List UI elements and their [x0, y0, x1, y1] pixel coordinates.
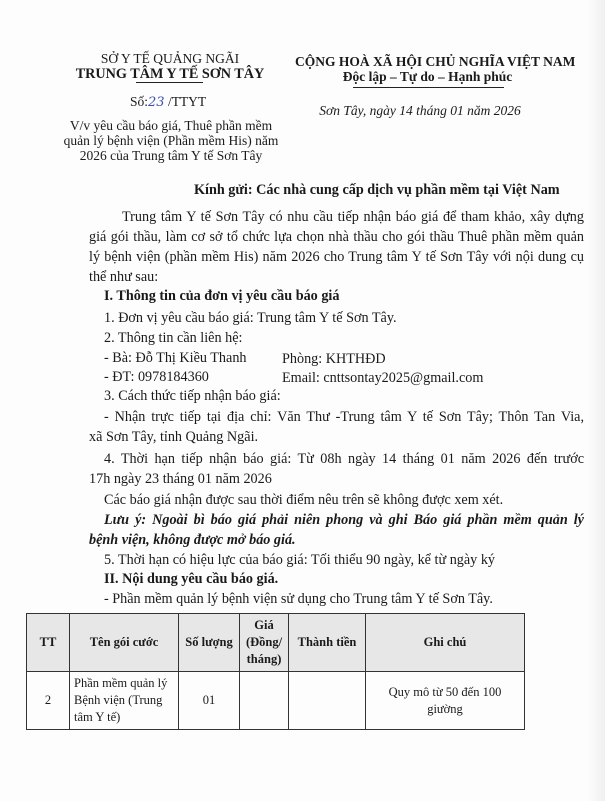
- contact-name: - Bà: Đỗ Thị Kiều Thanh: [104, 350, 247, 366]
- table-header-row: [27, 614, 525, 672]
- header-price-line-1: Giá: [254, 618, 274, 632]
- section-1-item-4-line-1: 4. Thời hạn tiếp nhận báo giá: Từ 08h ngày 14 tháng 01 năm 2026 đến trước: [104, 451, 584, 467]
- doc-number-prefix: Số:: [130, 94, 149, 109]
- cell-tt: 2: [27, 672, 70, 730]
- header-price-line-2: (Đồng/: [245, 635, 283, 649]
- national-motto: Độc lập – Tự do – Hạnh phúc: [342, 69, 513, 84]
- organization-name: TRUNG TÂM Y TẾ SƠN TÂY: [75, 66, 265, 82]
- intro-line-3: lý bệnh viện (phần mềm His) năm 2026 cho Trung tâm Y tế Sơn Tây với nội dung cụ: [89, 249, 584, 265]
- organization-underline: [136, 82, 203, 83]
- page-edge-shadow: [587, 0, 605, 801]
- table-row: [27, 672, 525, 730]
- doc-number-handwritten: 23: [148, 95, 165, 110]
- document-number: [130, 94, 206, 111]
- doc-number-suffix: /TTYT: [167, 94, 207, 109]
- header-tt: TT: [27, 614, 70, 672]
- subject-line-1: V/v yêu cầu báo giá, Thuê phần mềm: [69, 118, 273, 133]
- section-1-item-1: 1. Đơn vị yêu cầu báo giá: Trung tâm Y tế Sơn Tây.: [104, 310, 397, 326]
- header-quantity: Số lượng: [179, 614, 240, 672]
- intro-line-4: thể như sau:: [89, 269, 159, 285]
- note-line-2: bệnh viện, không được mở báo giá.: [89, 532, 296, 548]
- package-name-line-1: Phần mềm quản lý: [74, 676, 168, 690]
- item-3-detail-line-1: - Nhận trực tiếp tại địa chỉ: Văn Thư -Trung tâm Y tế Sơn Tây; Thôn Tan Via,: [104, 409, 584, 425]
- cell-quantity: 01: [179, 672, 240, 730]
- intro-line-2: giá gói thầu, làm cơ sở tổ chức lựa chọn nhà thầu cho gói thầu Thuê phần mềm quản: [89, 229, 584, 245]
- cell-price: [240, 672, 289, 730]
- section-1-item-3: 3. Cách thức tiếp nhận báo giá:: [104, 388, 281, 404]
- note-line-b: giường: [427, 701, 463, 716]
- subject-line-3: 2026 của Trung tâm Y tế Sơn Tây: [79, 148, 263, 163]
- place-date: Sơn Tây, ngày 14 tháng 01 năm 2026: [319, 103, 521, 118]
- header-note: Ghi chú: [366, 614, 525, 672]
- note-line-a: Quy mô từ 50 đến 100: [388, 684, 502, 699]
- section-1-item-5: 5. Thời hạn có hiệu lực của báo giá: Tối thiểu 90 ngày, kể từ ngày ký: [104, 552, 496, 568]
- section-1-item-4-line-2: 17h ngày 23 tháng 01 năm 2026: [89, 471, 272, 487]
- section-2-title: II. Nội dung yêu cầu báo giá.: [104, 571, 279, 587]
- section-1-item-2: 2. Thông tin cần liên hệ:: [104, 330, 243, 346]
- header-price-line-3: tháng): [246, 652, 282, 666]
- subject-line-2: quản lý bệnh viện (Phần mềm His) năm: [63, 133, 279, 148]
- header-price: [240, 614, 289, 672]
- cell-total: [289, 672, 366, 730]
- note-line-1: Lưu ý: Ngoài bì báo giá phải niên phong và ghi Báo giá phần mềm quản lý: [104, 512, 584, 528]
- intro-line-1: Trung tâm Y tế Sơn Tây có nhu cầu tiếp nhận báo giá để tham khảo, xây dựng: [122, 209, 584, 225]
- contact-email: Email: cnttsontay2025@gmail.com: [282, 370, 484, 386]
- country-name: CỘNG HOÀ XÃ HỘI CHỦ NGHĨA VIỆT NAM: [295, 54, 576, 69]
- header-package-name: Tên gói cước: [70, 614, 179, 672]
- recipient: Kính gửi: Các nhà cung cấp dịch vụ phần mềm tại Việt Nam: [194, 182, 560, 198]
- header-total: Thành tiền: [289, 614, 366, 672]
- department-name: SỞ Y TẾ QUẢNG NGÃI: [100, 51, 240, 66]
- section-2-line-1: - Phần mềm quản lý bệnh viện sử dụng cho Trung tâm Y tế Sơn Tây.: [104, 591, 493, 607]
- motto-underline: [353, 87, 504, 88]
- section-1-title: I. Thông tin của đơn vị yêu cầu báo giá: [104, 288, 340, 304]
- cell-package-name: [70, 672, 179, 730]
- package-name-line-2: Bệnh viện (Trung: [74, 693, 163, 707]
- contact-department: Phòng: KHTHĐD: [282, 351, 386, 367]
- late-notice: Các báo giá nhận được sau thời điểm nêu trên sẽ không được xem xét.: [104, 492, 504, 508]
- quotation-table: [26, 613, 525, 730]
- package-name-line-3: tâm Y tế): [74, 710, 121, 724]
- cell-note: [366, 672, 525, 730]
- item-3-detail-line-2: xã Sơn Tây, tỉnh Quảng Ngãi.: [89, 429, 259, 445]
- contact-phone: - ĐT: 0978184360: [104, 369, 209, 385]
